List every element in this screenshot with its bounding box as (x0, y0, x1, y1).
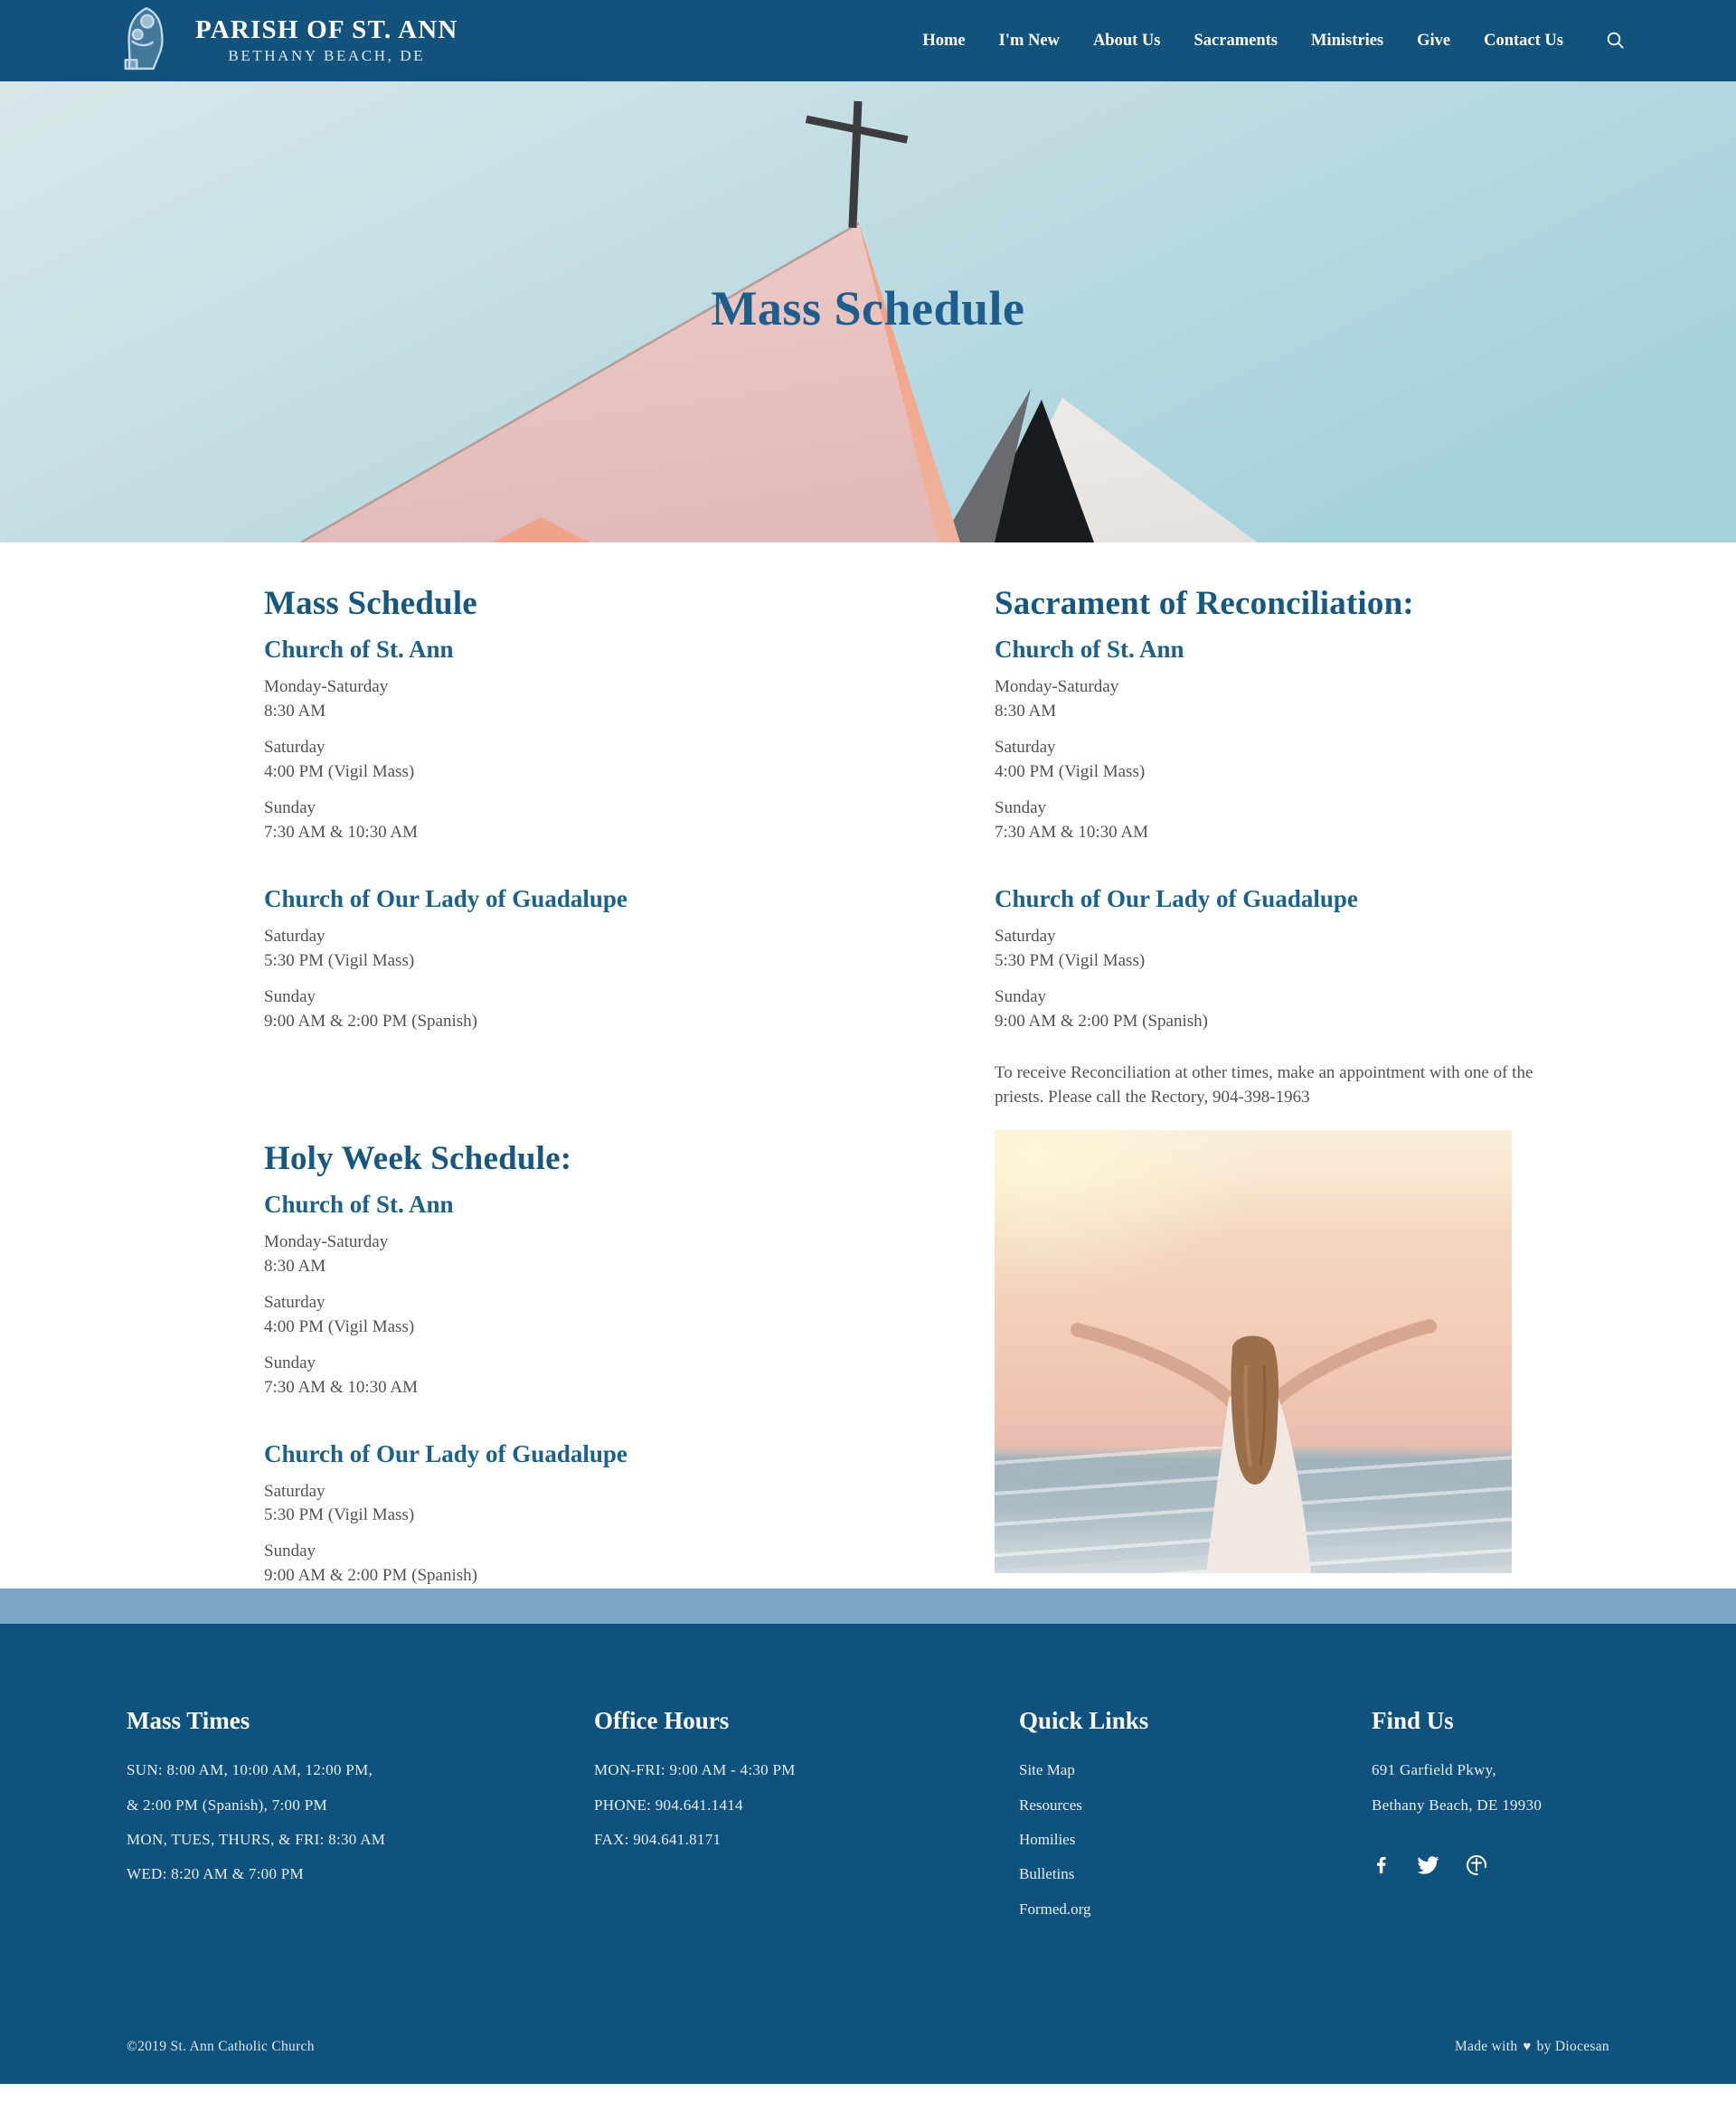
office-hours-line: MON-FRI: 9:00 AM - 4:30 PM (594, 1761, 796, 1779)
office-hours-line: PHONE: 904.641.1414 (594, 1796, 743, 1814)
schedule-entry: Sunday 9:00 AM & 2:00 PM (Spanish) (995, 986, 1208, 1031)
praise-sunset-photo (995, 1130, 1512, 1573)
link-formed-org[interactable]: Formed.org (1019, 1900, 1091, 1918)
schedule-entry: Monday-Saturday 8:30 AM (995, 677, 1119, 721)
mass-times-line: & 2:00 PM (Spanish), 7:00 PM (127, 1796, 327, 1814)
site-header (0, 0, 1736, 81)
church-schedule-block (995, 885, 1573, 1034)
address-line: 691 Garfield Pkwy, (1372, 1761, 1496, 1779)
mass-times-line: SUN: 8:00 AM, 10:00 AM, 12:00 PM, (127, 1761, 373, 1779)
mass-schedule-heading: Mass Schedule (264, 585, 477, 622)
parish-logo-icon (118, 5, 174, 77)
nav-im-new[interactable]: I'm New (998, 31, 1060, 50)
main-nav (922, 31, 1626, 51)
schedule-entry: Sunday 7:30 AM & 10:30 AM (264, 797, 418, 842)
site-subtitle: BETHANY BEACH, DE (228, 47, 426, 65)
holy-week-heading: Holy Week Schedule: (264, 1139, 572, 1177)
link-homilies[interactable]: Homilies (1019, 1831, 1076, 1849)
footer-mass-times (127, 1707, 594, 1932)
footer-quick-links-heading: Quick Links (1019, 1707, 1149, 1735)
footer-accent-band (0, 1589, 1736, 1624)
footer-find-us (1372, 1707, 1609, 1932)
reconciliation-section (995, 584, 1573, 1110)
church-name: Church of St. Ann (995, 636, 1184, 663)
link-resources[interactable]: Resources (1019, 1796, 1082, 1814)
search-icon[interactable] (1606, 31, 1626, 51)
footer-mass-times-heading: Mass Times (127, 1707, 250, 1735)
nav-ministries[interactable]: Ministries (1310, 31, 1384, 50)
schedule-entry: Saturday 4:00 PM (Vigil Mass) (264, 1292, 415, 1336)
woman-arms-raised-figure (995, 1130, 1512, 1573)
schedule-entry: Monday-Saturday 8:30 AM (264, 677, 389, 721)
mass-times-line: MON, TUES, THURS, & FRI: 8:30 AM (127, 1831, 386, 1849)
left-column (264, 584, 868, 1589)
right-column (995, 584, 1573, 1589)
church-name: Church of St. Ann (264, 636, 454, 663)
footer-quick-links (1019, 1707, 1372, 1932)
footer-columns (127, 1707, 1609, 1932)
church-schedule-block (995, 636, 1573, 845)
diocesan-credit: Made with ♥ by Diocesan (1454, 2039, 1609, 2055)
nav-sacraments[interactable]: Sacraments (1194, 31, 1278, 50)
footer-bottom-row (127, 2039, 1609, 2055)
footer-office-hours (594, 1707, 1019, 1932)
schedule-entry: Sunday 9:00 AM & 2:00 PM (Spanish) (264, 1542, 477, 1586)
schedule-entry: Saturday 4:00 PM (Vigil Mass) (995, 737, 1146, 781)
footer-find-us-heading: Find Us (1372, 1707, 1454, 1735)
church-schedule-block (264, 636, 868, 845)
reconciliation-heading: Sacrament of Reconciliation: (995, 585, 1414, 622)
church-schedule-block (264, 1440, 868, 1589)
schedule-entry: Saturday 5:30 PM (Vigil Mass) (264, 926, 415, 970)
reconciliation-note: To receive Reconciliation at other times, make an appointment with one of the priests. Please call the Rectory, 904-398-1963 (995, 1062, 1533, 1107)
schedule-entry: Saturday 4:00 PM (Vigil Mass) (264, 737, 415, 781)
schedule-entry: Sunday 7:30 AM & 10:30 AM (995, 797, 1148, 842)
hero-banner (0, 81, 1736, 542)
nav-give[interactable]: Give (1417, 31, 1451, 50)
address-line: Bethany Beach, DE 19930 (1372, 1796, 1543, 1814)
site-title-block (195, 16, 458, 66)
church-name: Church of Our Lady of Guadalupe (264, 884, 627, 912)
schedule-entry: Monday-Saturday 8:30 AM (264, 1231, 389, 1276)
church-name: Church of Our Lady of Guadalupe (995, 884, 1358, 912)
link-bulletins[interactable]: Bulletins (1019, 1865, 1075, 1883)
footer-office-hours-heading: Office Hours (594, 1707, 730, 1735)
office-hours-line: FAX: 904.641.8171 (594, 1831, 722, 1849)
site-logo[interactable] (118, 5, 458, 77)
heart-icon: ♥ (1523, 2039, 1532, 2054)
nav-contact-us[interactable]: Contact Us (1484, 31, 1563, 50)
schedule-entry: Sunday 7:30 AM & 10:30 AM (264, 1353, 418, 1397)
site-title: PARISH OF ST. ANN (195, 14, 458, 44)
mass-schedule-section (264, 584, 868, 1034)
schedule-entry: Saturday 5:30 PM (Vigil Mass) (995, 926, 1146, 970)
facebook-icon[interactable] (1372, 1854, 1392, 1876)
schedule-entry: Saturday 5:30 PM (Vigil Mass) (264, 1481, 415, 1525)
nav-home[interactable]: Home (922, 31, 966, 50)
holy-week-section (264, 1139, 868, 1589)
schedule-entry: Sunday 9:00 AM & 2:00 PM (Spanish) (264, 986, 477, 1031)
mass-times-line: WED: 8:20 AM & 7:00 PM (127, 1865, 304, 1883)
site-footer (0, 1624, 1736, 2084)
nav-about-us[interactable]: About Us (1092, 31, 1161, 50)
church-schedule-block (264, 1191, 868, 1400)
main-content (264, 542, 1573, 1589)
church-schedule-block (264, 885, 868, 1034)
copyright: ©2019 St. Ann Catholic Church (127, 2039, 315, 2055)
link-site-map[interactable]: Site Map (1019, 1761, 1075, 1779)
twitter-icon[interactable] (1416, 1854, 1440, 1876)
parish-cross-icon[interactable] (1465, 1853, 1488, 1877)
church-name: Church of Our Lady of Guadalupe (264, 1439, 627, 1467)
page-title: Mass Schedule (711, 281, 1025, 335)
social-links (1372, 1853, 1609, 1877)
church-name: Church of St. Ann (264, 1190, 454, 1218)
